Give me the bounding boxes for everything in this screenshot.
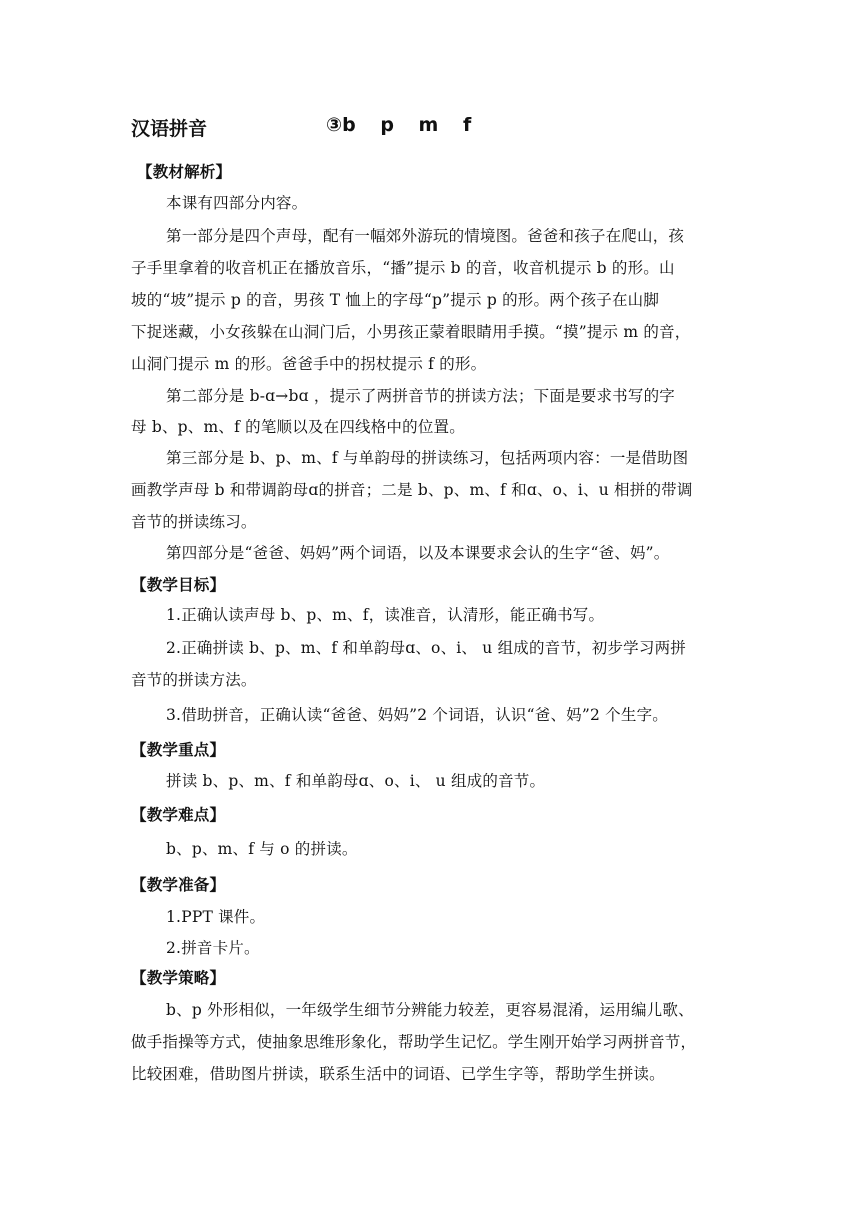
difficulty-heading: 【教学难点】 bbox=[131, 806, 226, 824]
strategy-line: 做手指操等方式，使抽象思维形象化，帮助学生记忆。学生刚开始学习两拼音节， bbox=[131, 1033, 697, 1051]
analysis-line: 第三部分是 b、p、m、f 与单韵母的拼读练习，包括两项内容：一是借助图 bbox=[166, 449, 689, 467]
title-letter-m: m bbox=[418, 114, 439, 136]
analysis-line: 下捉迷藏，小女孩躲在山洞门后，小男孩正蒙着眼睛用手摸。“摸”提示 m 的音， bbox=[131, 323, 691, 341]
analysis-line: 第二部分是 b-ɑ→bɑ ，提示了两拼音节的拼读方法；下面是要求书写的字 bbox=[166, 387, 675, 405]
title-letter-p: p bbox=[380, 114, 394, 136]
title-main: 汉语拼音 bbox=[131, 118, 208, 140]
goal-item: 音节的拼读方法。 bbox=[131, 671, 257, 689]
analysis-line: 第四部分是“爸爸、妈妈”两个词语，以及本课要求会认的生字“爸、妈”。 bbox=[166, 544, 670, 562]
strategy-heading: 【教学策略】 bbox=[131, 969, 226, 987]
strategy-line: 比较困难，借助图片拼读，联系生活中的词语、已学生字等，帮助学生拼读。 bbox=[131, 1065, 665, 1083]
strategy-line: b、p 外形相似，一年级学生细节分辨能力较差，更容易混淆，运用编儿歌、 bbox=[166, 1001, 694, 1019]
goal-item: 3.借助拼音，正确认读“爸爸、妈妈”2 个词语，认识“爸、妈”2 个生字。 bbox=[166, 706, 668, 724]
preparation-heading: 【教学准备】 bbox=[131, 876, 226, 894]
lesson-title bbox=[131, 114, 472, 141]
goal-item: 1.正确认读声母 b、p、m、f，读准音，认清形，能正确书写。 bbox=[166, 606, 605, 624]
key-point-item: 拼读 b、p、m、f 和单韵母ɑ、o、i、 u 组成的音节。 bbox=[166, 772, 546, 790]
goal-item: 2.正确拼读 b、p、m、f 和单韵母ɑ、o、i、 u 组成的音节，初步学习两拼 bbox=[166, 639, 686, 657]
title-letter-f: f bbox=[462, 114, 472, 136]
analysis-line: 子手里拿着的收音机正在播放音乐，“播”提示 b 的音，收音机提示 b 的形。山 bbox=[131, 259, 675, 277]
analysis-line: 画教学声母 b 和带调韵母ɑ的拼音；二是 b、p、m、f 和ɑ、o、i、u 相拼的带调 bbox=[131, 481, 693, 499]
difficulty-item: b、p、m、f 与 o 的拼读。 bbox=[166, 840, 358, 858]
preparation-item: 2.拼音卡片。 bbox=[166, 939, 260, 957]
title-letter-b: ③b bbox=[326, 114, 356, 136]
goals-heading: 【教学目标】 bbox=[131, 576, 226, 594]
preparation-item: 1.PPT 课件。 bbox=[166, 908, 266, 926]
title-letters bbox=[326, 114, 489, 136]
key-points-heading: 【教学重点】 bbox=[131, 741, 226, 759]
analysis-line: 山洞门提示 m 的形。爸爸手中的拐杖提示 f 的形。 bbox=[131, 355, 487, 373]
analysis-line: 本课有四部分内容。 bbox=[166, 194, 308, 212]
analysis-line: 母 b、p、m、f 的笔顺以及在四线格中的位置。 bbox=[131, 418, 465, 436]
analysis-heading: 【教材解析】 bbox=[137, 163, 232, 181]
analysis-line: 音节的拼读练习。 bbox=[131, 513, 257, 531]
analysis-line: 第一部分是四个声母，配有一幅郊外游玩的情境图。爸爸和孩子在爬山，孩 bbox=[166, 227, 685, 245]
analysis-line: 坡的“坡”提示 p 的音，男孩 T 恤上的字母“p”提示 p 的形。两个孩子在山脚 bbox=[131, 291, 660, 309]
